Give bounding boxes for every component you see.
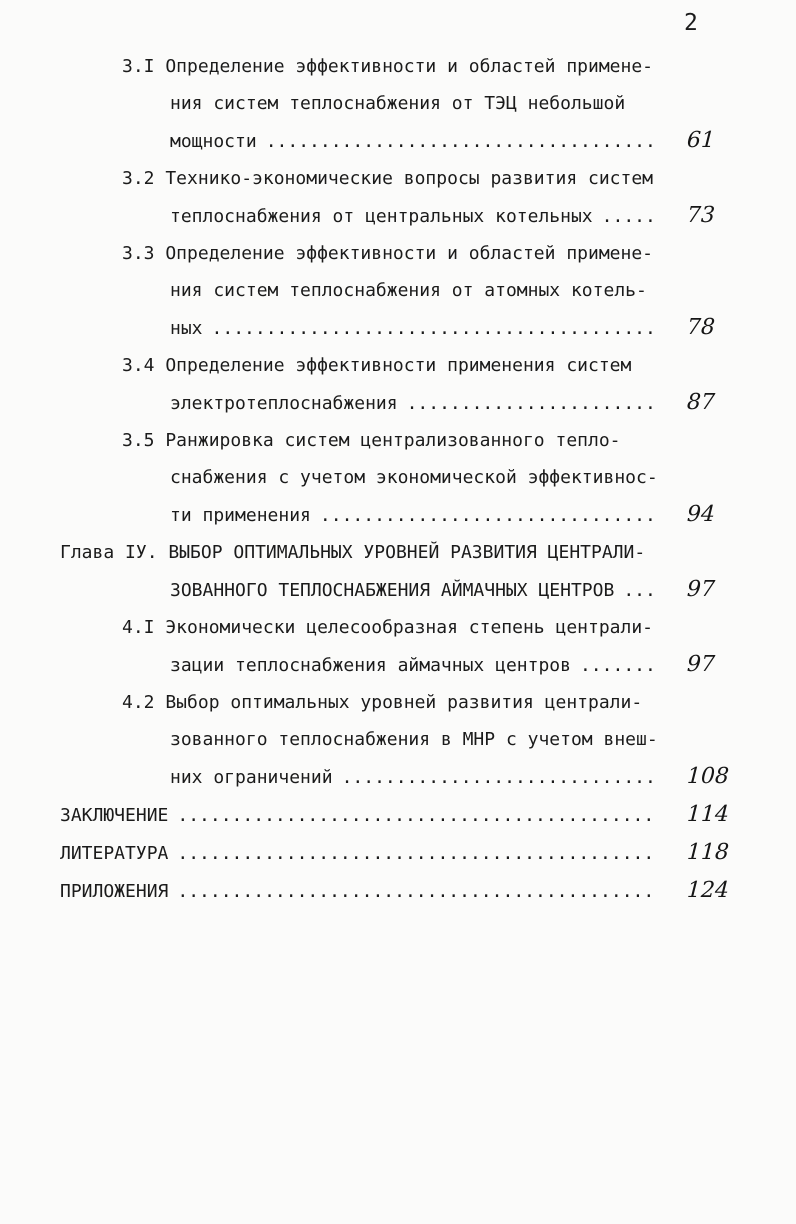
toc-entry-line [60,85,752,122]
toc-entry-text: ЗАКЛЮЧЕНИЕ [60,805,169,826]
toc-entry-line [60,571,752,609]
toc-entry-line [60,684,752,721]
toc-entry-text: ти применения [170,505,311,526]
toc-entry-line [60,347,752,384]
toc-entry-line [60,534,752,571]
toc-entry-text: 3.I Определение эффективности и областей примене- [122,56,654,77]
toc-page-number: 61 [686,128,716,153]
dot-leader [177,797,655,834]
toc-entry-text: 3.5 Ранжировка систем централизованного тепло- [122,430,621,451]
toc-entry-line [60,122,752,160]
toc-entry [60,796,752,834]
toc-entry-line [60,272,752,309]
toc-entry-line [60,197,752,235]
toc-page-number: 114 [686,802,730,827]
toc-entry [60,534,752,609]
toc-entry-text: зованного теплоснабжения в МНР с учетом внеш- [170,729,658,750]
toc-entry-text: них ограничений [170,767,333,788]
toc-page-number: 97 [686,652,716,677]
toc-entry-text: ЗОВАННОГО ТЕПЛОСНАБЖЕНИЯ АЙМАЧНЫХ ЦЕНТРОВ [170,580,615,601]
dot-leader [177,835,655,872]
page-number: 2 [684,10,698,36]
toc-entry-line [60,422,752,459]
toc-page-number: 94 [686,502,716,527]
toc-entry-text: теплоснабжения от центральных котельных [170,206,593,227]
dot-leader [623,572,655,609]
toc-page-number: 108 [686,764,730,789]
toc-entry [60,872,752,910]
toc-entry [60,684,752,796]
toc-entry [60,160,752,235]
toc-entry-text: 3.4 Определение эффективности применения систем [122,355,632,376]
toc-entry [60,48,752,160]
toc-page-number: 73 [686,203,716,228]
dot-leader [407,385,655,422]
toc-entry-text: электротеплоснабжения [170,393,398,414]
dot-leader [320,497,655,534]
toc-entry-text: 3.2 Технико-экономические вопросы развития систем [122,168,654,189]
toc-entry-text: ния систем теплоснабжения от ТЭЦ небольшой [170,93,626,114]
toc-entry-text: 3.3 Определение эффективности и областей примене- [122,243,654,264]
toc-entry-line [60,758,752,796]
toc-entry-line [60,160,752,197]
toc [60,48,752,910]
dot-leader [580,647,655,684]
toc-entry [60,834,752,872]
toc-entry-line [60,384,752,422]
toc-entry-line [60,48,752,85]
toc-entry-line [60,609,752,646]
toc-entry-line [60,459,752,496]
toc-entry-line [60,721,752,758]
toc-page-number: 78 [686,315,716,340]
toc-entry-line [60,834,752,872]
toc-entry-line [60,235,752,272]
toc-entry-text: ЛИТЕРАТУРА [60,843,169,864]
toc-entry-text: мощности [170,131,257,152]
toc-entry-text: 4.2 Выбор оптимальных уровней развития централи- [122,692,643,713]
toc-entry-line [60,646,752,684]
toc-page-number: 118 [686,840,730,865]
toc-page-number: 87 [686,390,716,415]
dot-leader [602,198,655,235]
toc-entry [60,609,752,684]
toc-entry-line [60,309,752,347]
toc-entry-text: ных [170,318,203,339]
toc-entry-line [60,496,752,534]
toc-entry-line [60,796,752,834]
toc-entry-line [60,872,752,910]
toc-entry-text: снабжения с учетом экономической эффективнос- [170,467,658,488]
toc-entry [60,347,752,422]
dot-leader [342,759,655,796]
toc-entry-text: 4.I Экономически целесообразная степень централи- [122,617,654,638]
toc-entry-text: зации теплоснабжения аймачных центров [170,655,571,676]
dot-leader [177,873,655,910]
toc-entry-text: ния систем теплоснабжения от атомных котель- [170,280,647,301]
toc-entry-text: ПРИЛОЖЕНИЯ [60,881,169,902]
toc-entry [60,422,752,534]
dot-leader [212,310,655,347]
toc-entry-text: Глава IУ. ВЫБОР ОПТИМАЛЬНЫХ УРОВНЕЙ РАЗВИТИЯ ЦЕНТРАЛИ- [60,542,646,563]
toc-page-number: 97 [686,577,716,602]
toc-page-number: 124 [686,878,730,903]
toc-entry [60,235,752,347]
dot-leader [266,123,655,160]
